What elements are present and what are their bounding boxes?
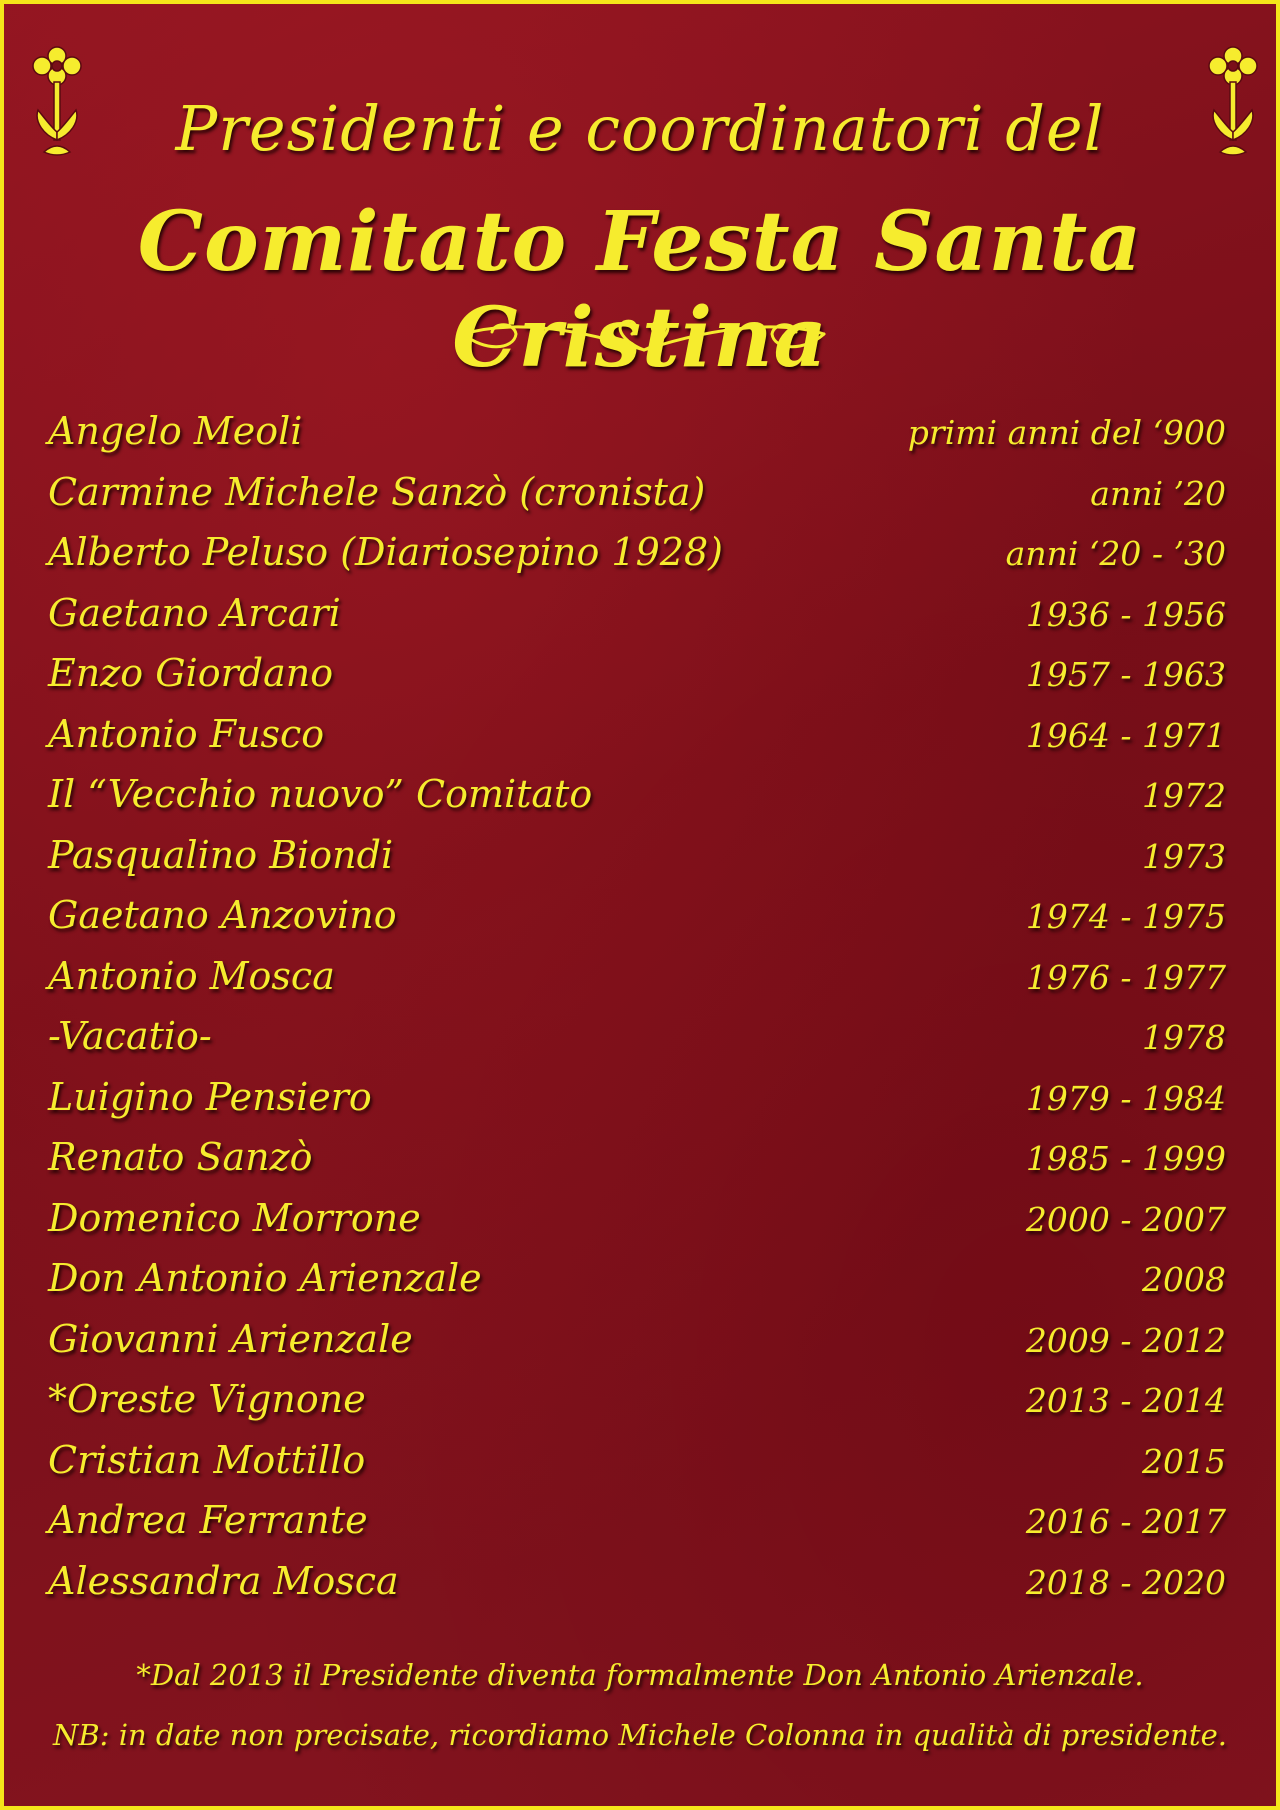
list-item [48,1256,1226,1317]
entry-years: 1974 - 1975 [1025,897,1226,936]
entry-years: 1973 [1142,836,1226,876]
list-item [48,1559,1226,1620]
entry-name: Luigino Pensiero [48,1074,372,1119]
list-item [48,409,1226,470]
entry-years: 2018 - 2020 [1025,1562,1226,1602]
entry-name: Alberto Peluso (Diariosepino 1928) [48,530,723,574]
list-item [48,893,1226,954]
entry-years: 1985 - 1999 [1025,1139,1226,1178]
entry-years: 2013 - 2014 [1025,1381,1226,1420]
entry-years: anni ‘20 - ’30 [1005,534,1226,573]
poster-panel [4,4,1276,1806]
entry-years: anni ’20 [1090,473,1226,513]
list-item [48,591,1226,652]
entry-name: Gaetano Anzovino [48,893,397,937]
footnote-asterisk: *Dal 2013 il Presidente diventa formalmente Don Antonio Arienzale. [136,1658,1144,1692]
list-item [48,1438,1226,1499]
entry-years: 2000 - 2007 [1025,1199,1226,1239]
entry-name: Renato Sanzò [48,1135,313,1179]
entry-name: Enzo Giordano [48,651,334,695]
list-item [48,1014,1226,1075]
list-item [48,1317,1226,1378]
entry-years: 1972 [1142,776,1226,815]
entry-name: Don Antonio Arienzale [48,1256,482,1300]
entry-name: *Oreste Vignone [48,1377,366,1421]
entry-years: 1957 - 1963 [1025,655,1226,694]
title-line-2: Comitato Festa Santa Cristina [137,194,1143,386]
entry-name: Cristian Mottillo [48,1437,366,1482]
footnote-nb: NB: in date non precisate, ricordiamo Michele Colonna in qualità di presidente. [53,1718,1227,1752]
entry-name: Giovanni Arienzale [48,1316,413,1361]
list-item [48,530,1226,591]
entry-name: Alessandra Mosca [48,1558,399,1603]
entry-years: 1936 - 1956 [1025,594,1226,634]
entry-name: Antonio Fusco [48,711,325,756]
entry-years: 2009 - 2012 [1025,1320,1226,1360]
entry-years: 2016 - 2017 [1025,1502,1226,1541]
entry-name: Antonio Mosca [48,953,335,998]
list-item [48,954,1226,1015]
presidents-list [48,409,1226,1619]
list-item [48,1377,1226,1438]
entry-years: primi anni del ‘900 [907,413,1226,452]
entry-years: 1964 - 1971 [1025,715,1226,755]
entry-years: 1979 - 1984 [1025,1078,1226,1118]
entry-name: Domenico Morrone [48,1195,421,1240]
list-item [48,712,1226,773]
list-item [48,1075,1226,1136]
entry-years: 1978 [1142,1018,1226,1057]
entry-name: Angelo Meoli [48,409,303,453]
entry-years: 2008 [1142,1260,1226,1299]
entry-name: Il “Vecchio nuovo” Comitato [48,772,593,816]
list-item [48,833,1226,894]
entry-name: Andrea Ferrante [48,1498,368,1542]
list-item [48,772,1226,833]
entry-name: Gaetano Arcari [48,590,341,635]
entry-years: 2015 [1142,1441,1226,1481]
list-item [48,1498,1226,1559]
flourish-ornament [444,312,844,362]
entry-name: Carmine Michele Sanzò (cronista) [48,469,706,514]
entry-years: 1976 - 1977 [1025,957,1226,997]
list-item [48,1135,1226,1196]
title-line-1: Presidenti e coordinatori del [175,92,1105,165]
list-item [48,651,1226,712]
list-item [48,1196,1226,1257]
entry-name: -Vacatio- [48,1014,212,1058]
entry-name: Pasqualino Biondi [48,832,394,877]
list-item [48,470,1226,531]
